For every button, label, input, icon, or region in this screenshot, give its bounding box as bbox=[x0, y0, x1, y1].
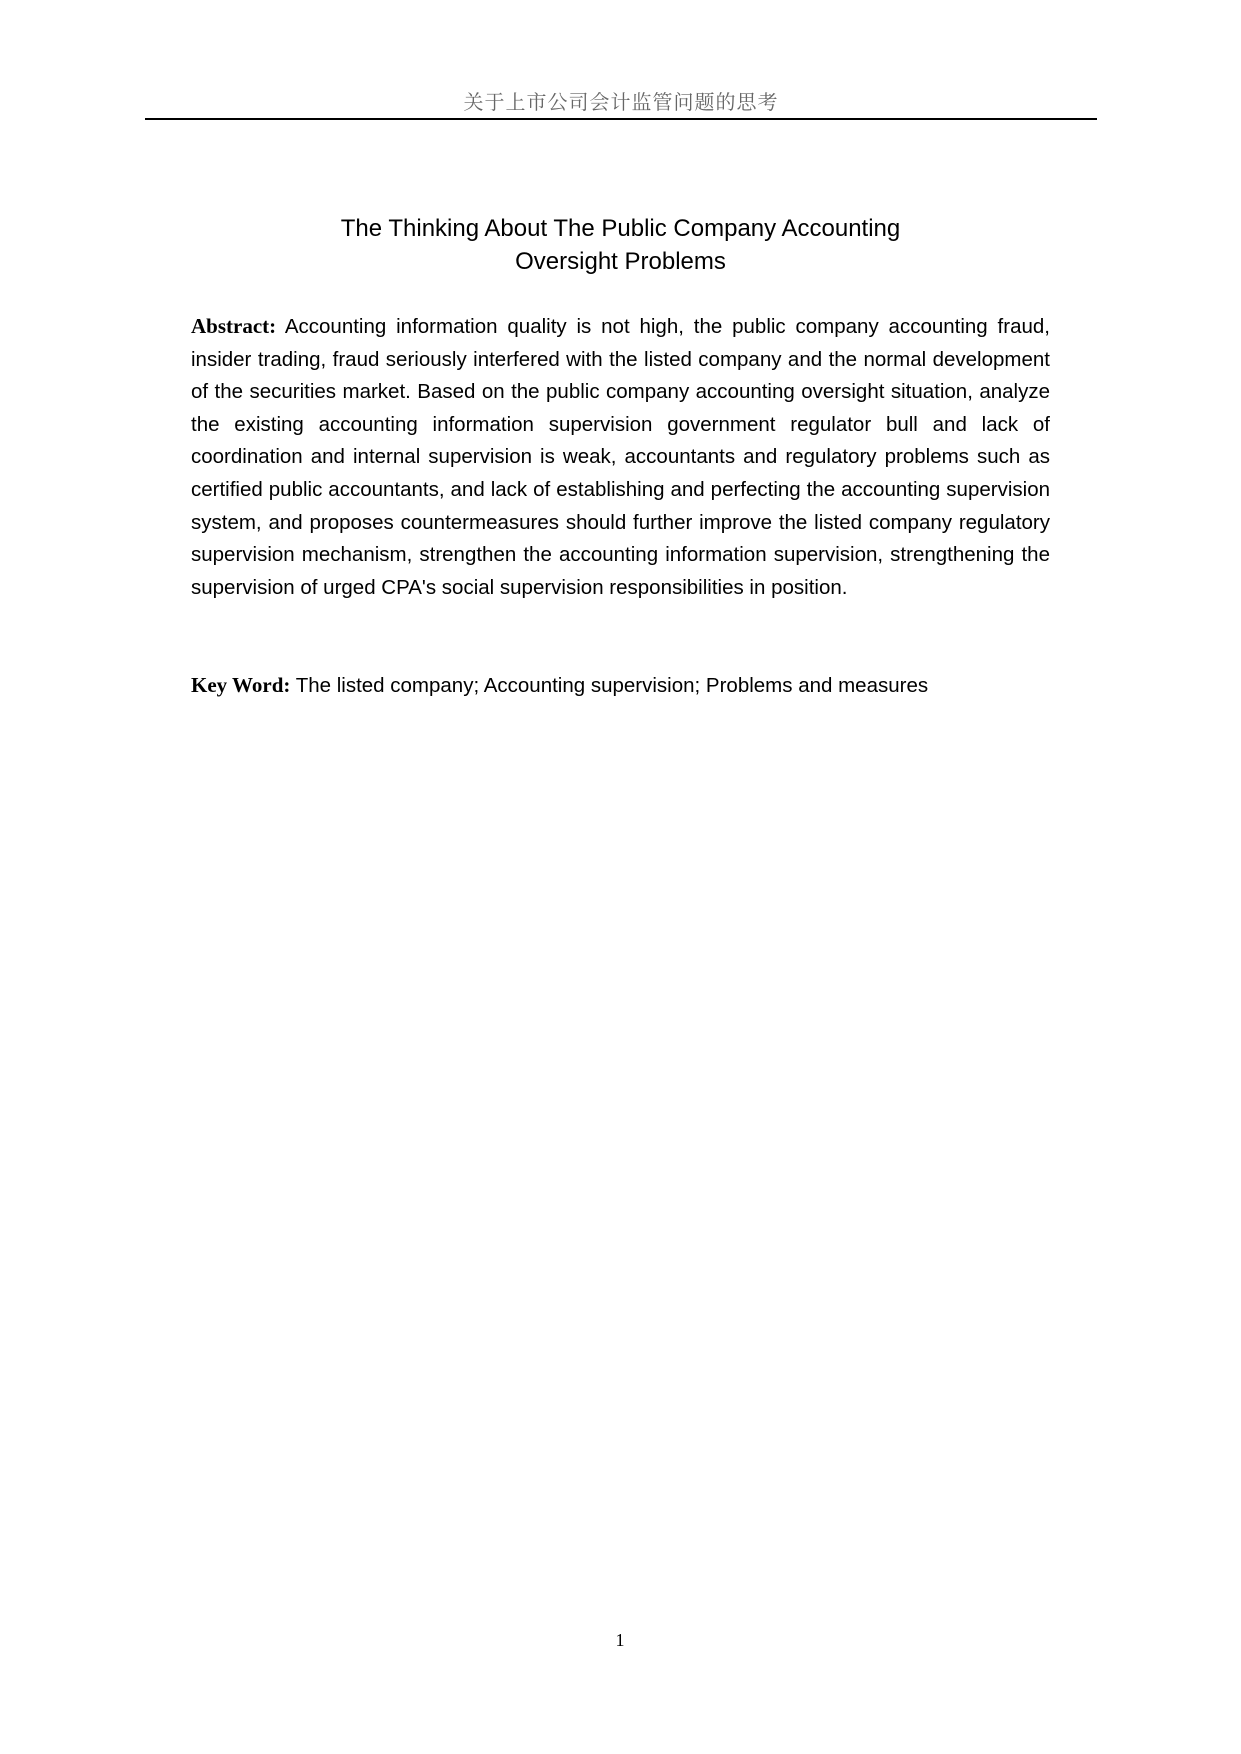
keywords-text: The listed company; Accounting supervision; Problems and measures bbox=[295, 674, 929, 697]
page-number: 1 bbox=[615, 1630, 625, 1650]
abstract-text: Accounting information quality is not high, the public company accounting fraud, insider trading, fraud seriously interfered with the listed company and the normal development of the securities market. Based on the public company accounting oversight situation, analyze the existing accounting information supervision government regulator bull and lack of coordination and internal supervision is weak, accountants and regulatory problems such as certified public accountants, and lack of establishing and perfecting the accounting supervision system, and proposes countermeasures should further improve the listed company regulatory supervision mechanism, strengthen the accounting information supervision, strengthening the supervision of urged CPA's social supervision responsibilities in position. bbox=[191, 315, 1050, 599]
abstract-paragraph bbox=[191, 310, 1050, 604]
abstract-label: Abstract: bbox=[191, 314, 277, 338]
keywords-paragraph bbox=[191, 669, 1050, 703]
keywords-label: Key Word: bbox=[191, 673, 291, 697]
running-header: 关于上市公司会计监管问题的思考 bbox=[463, 90, 779, 114]
title-line-1: The Thinking About The Public Company Accounting bbox=[340, 215, 901, 242]
document-title bbox=[190, 212, 1051, 278]
header-rule bbox=[145, 118, 1097, 120]
title-line-2: Oversight Problems bbox=[515, 248, 726, 275]
